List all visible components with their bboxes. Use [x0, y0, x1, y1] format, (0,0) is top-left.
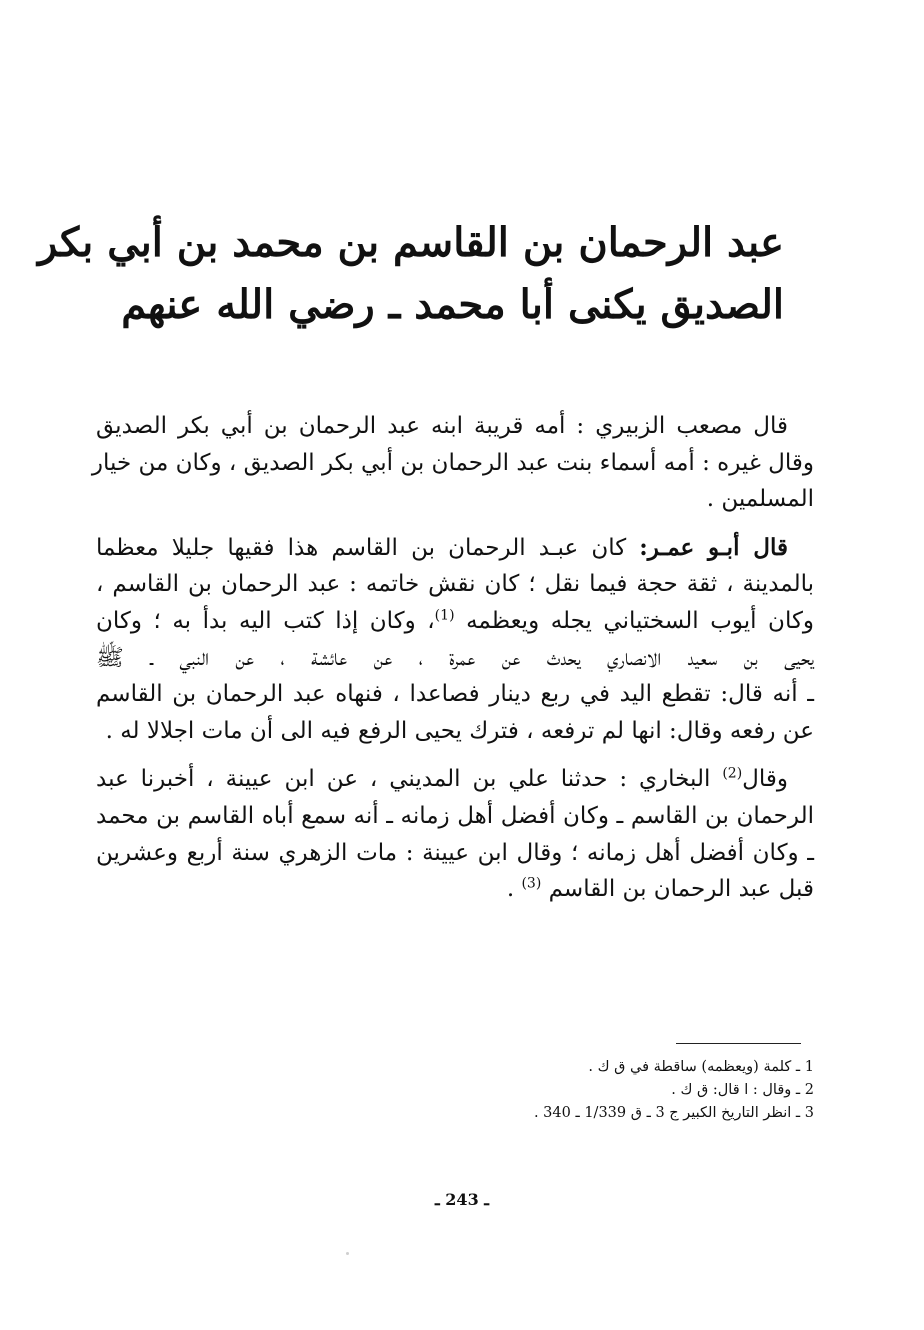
paragraph-1: [91, 408, 814, 518]
footnote-ref-3: (3): [521, 875, 542, 892]
text-run: ، وكان إذا كتب اليه بدأ به ؛ وكان: [96, 607, 435, 634]
text-line: الرحمان بن القاسم ـ وكان أفضل أهل زمانه ـ أنه سمع أباه القاسم بن محمد: [96, 802, 814, 829]
chapter-title: [38, 212, 784, 336]
text-line: قال مصعب الزبيري : أمه قريبة ابنه عبد الرحمان بن أبي بكر الصديق: [96, 413, 788, 439]
footnote-ref-1: (1): [434, 607, 455, 624]
body-text: [91, 408, 815, 920]
footnotes: [254, 1056, 814, 1125]
text-line: وقال غيره : أمه أسماء بنت عبد الرحمان بن أبي بكر الصديق ، وكان من خيار: [91, 449, 814, 476]
text-run: قبل عبد الرحمان بن القاسم: [548, 876, 814, 903]
text-line: بالمدينة ، ثقة حجة فيما نقل ؛ كان نقش خاتمه : عبد الرحمان بن القاسم ،: [96, 571, 814, 598]
footnote-1: 1 ـ كلمة (ويعظمه) ساقطة في ق ك .: [588, 1059, 814, 1075]
text-run: وقال: [742, 766, 788, 793]
paragraph-2: [96, 530, 814, 750]
text-line: يحيى بن سعيد الانصاري يحدث عن عمرة ، عن عائشة ، عن النبي ـ ﷺ: [96, 644, 814, 671]
scan-speck: [346, 1252, 349, 1255]
text-run: البخاري : حدثنا علي بن المديني ، عن ابن عيينة ، أخبرنا عبد: [96, 766, 723, 793]
footnote-2: 2 ـ وقال : ا قال: ق ك .: [671, 1082, 814, 1098]
footnote-divider: [676, 1043, 801, 1044]
text-line: ـ أنه قال: تقطع اليد في ربع دينار فصاعدا ، فنهاه عبد الرحمان بن القاسم: [96, 681, 814, 708]
text-line: [96, 530, 814, 567]
footnote-ref-2: (2): [722, 765, 743, 782]
text-line: عن رفعه وقال: انها لم ترفعه ، فترك يحيى الرفع فيه الى أن مات اجلالا له .: [105, 717, 814, 744]
text-line: [96, 761, 814, 798]
paragraph-3: [96, 761, 814, 907]
text-run: .: [506, 876, 522, 903]
text-line: المسلمين .: [706, 486, 814, 513]
lead-phrase: قال أبـو عمـر:: [639, 533, 788, 561]
page-number: ـ 243 ـ: [435, 1190, 489, 1209]
text-line: ـ وكان أفضل أهل زمانه ؛ وقال ابن عيينة : مات الزهري سنة أربع وعشرين: [96, 839, 814, 866]
chapter-title-line-2: الصديق يكنى أبا محمد ـ رضي الله عنهم: [121, 281, 784, 328]
footnote-3: 3 ـ انظر التاريخ الكبير ج 3 ـ ق 1/339 ـ 340 .: [533, 1105, 814, 1121]
text-run: وكان أيوب السختياني يجله ويعظمه: [466, 607, 815, 634]
text-line: [96, 603, 814, 640]
text-run: كان عبـد الرحمان بن القاسم هذا فقيها جليلا معظما: [96, 534, 640, 561]
chapter-title-line-1: عبد الرحمان بن القاسم بن محمد بن أبي بكر: [38, 219, 784, 266]
text-line: [96, 871, 814, 908]
